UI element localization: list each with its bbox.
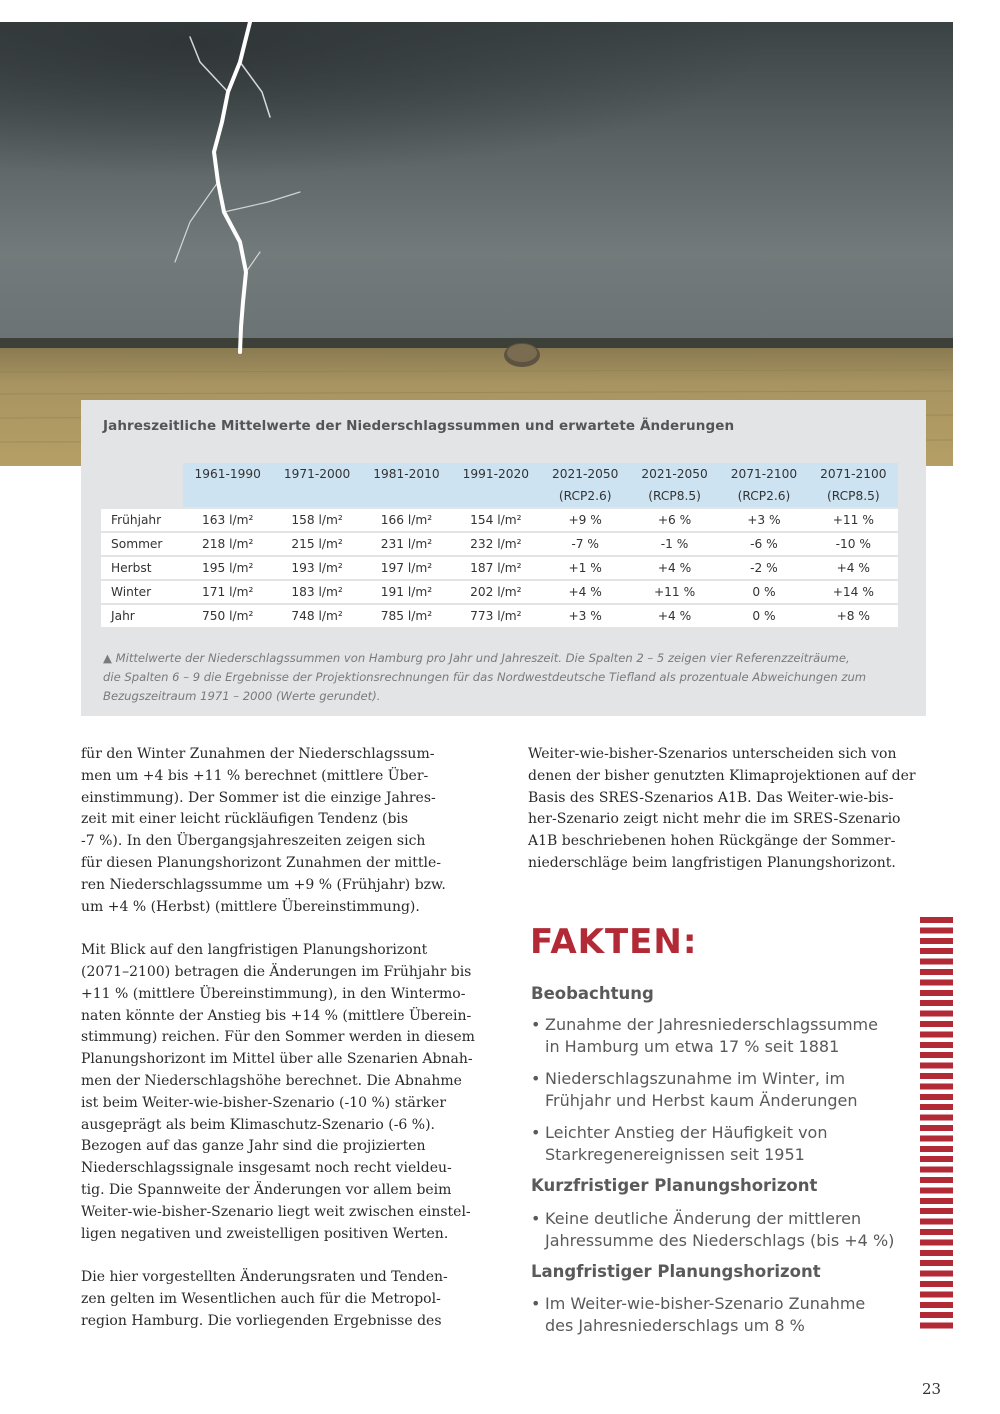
- bullet-text: Im Weiter-wie-bisher-Szenario Zunahme: [545, 1294, 866, 1313]
- bullet-icon: •: [531, 1015, 541, 1034]
- table-cell: +4 %: [630, 603, 719, 627]
- text-line: um +4 % (Herbst) (mittlere Übereinstimmung).: [81, 898, 420, 915]
- fakten-bullet: [531, 1068, 857, 1112]
- col-subheader: (RCP2.6): [541, 485, 630, 507]
- text-line: her-Szenario zeigt nicht mehr die im SRES-Szenario: [528, 811, 901, 828]
- table-corner: [101, 463, 183, 485]
- row-label: Winter: [101, 579, 183, 603]
- table-cell: 232 l/m²: [451, 531, 540, 555]
- fakten-bullet: [531, 1293, 865, 1337]
- fakten-heading-langfristig: Langfristiger Planungshorizont: [531, 1262, 821, 1281]
- table-cell: 202 l/m²: [451, 579, 540, 603]
- text-line: Weiter-wie-bisher-Szenarios unterscheiden sich von: [528, 746, 897, 762]
- table-cell: 154 l/m²: [451, 507, 540, 531]
- text-line: men der Niederschlagshöhe berechnet. Die Abnahme: [81, 1072, 462, 1089]
- paragraph-gap: [81, 1245, 475, 1267]
- table-cell: 785 l/m²: [362, 603, 451, 627]
- table-corner: [101, 485, 183, 507]
- body-column-left: [81, 744, 475, 1333]
- table-cell: 193 l/m²: [272, 555, 361, 579]
- fakten-bullet: [531, 1122, 827, 1166]
- bullet-icon: •: [531, 1123, 541, 1142]
- bullet-text: Niederschlagszunahme im Winter, im: [545, 1069, 846, 1088]
- bullet-text: des Jahresniederschlags um 8 %: [545, 1316, 805, 1335]
- bullet-icon: •: [531, 1294, 541, 1313]
- text-line: denen der bisher genutzten Klimaprojektionen auf der: [528, 767, 916, 784]
- body-column-right: [528, 744, 916, 875]
- col-header: 1991-2020: [451, 463, 540, 485]
- bullet-text: Leichter Anstieg der Häufigkeit von: [545, 1123, 828, 1142]
- text-line: niederschläge beim langfristigen Planungshorizont.: [528, 854, 896, 871]
- text-line: naten könnte der Anstieg bis +14 % (mittlere Überein-: [81, 1007, 472, 1024]
- col-subheader: [183, 485, 272, 507]
- table-cell: +1 %: [541, 555, 630, 579]
- text-line: (2071–2100) betragen die Änderungen im Frühjahr bis: [81, 963, 472, 980]
- table-cell: 218 l/m²: [183, 531, 272, 555]
- text-line: Bezogen auf das ganze Jahr sind die projizierten: [81, 1138, 426, 1155]
- col-subheader: (RCP8.5): [630, 485, 719, 507]
- table-cell: -6 %: [719, 531, 808, 555]
- fakten-heading-kurzfristig: Kurzfristiger Planungshorizont: [531, 1176, 818, 1195]
- bullet-text: Starkregenereignissen seit 1951: [545, 1145, 805, 1164]
- table-cell: +11 %: [630, 579, 719, 603]
- table-cell: +4 %: [541, 579, 630, 603]
- caption-line: die Spalten 6 – 9 die Ergebnisse der Projektionsrechnungen für das Nordwestdeutsche Tiefland als prozentuale Abweichungen zum: [103, 670, 867, 684]
- table-cell: 750 l/m²: [183, 603, 272, 627]
- table-row: [101, 579, 898, 603]
- table-cell: 163 l/m²: [183, 507, 272, 531]
- text-line: Basis des SRES-Szenarios A1B. Das Weiter-wie-bis-: [528, 789, 894, 806]
- col-header: 2021-2050: [541, 463, 630, 485]
- table-cell: 0 %: [719, 603, 808, 627]
- table-cell: +6 %: [630, 507, 719, 531]
- bullet-text: in Hamburg um etwa 17 % seit 1881: [545, 1037, 840, 1056]
- text-line: Mit Blick auf den langfristigen Planungshorizont: [81, 942, 428, 959]
- col-subheader: [451, 485, 540, 507]
- table-cell: 215 l/m²: [272, 531, 361, 555]
- table-row: [101, 531, 898, 555]
- table-cell: 195 l/m²: [183, 555, 272, 579]
- table-cell: +4 %: [809, 555, 898, 579]
- col-header: 1981-2010: [362, 463, 451, 485]
- table-cell: 158 l/m²: [272, 507, 361, 531]
- table-row: [101, 507, 898, 531]
- col-header: 2071-2100: [719, 463, 808, 485]
- text-line: für den Winter Zunahmen der Niederschlagssum-: [81, 746, 435, 762]
- table-cell: -7 %: [541, 531, 630, 555]
- table-cell: +14 %: [809, 579, 898, 603]
- text-line: zen gelten im Wesentlichen auch für die Metropol-: [81, 1290, 441, 1307]
- col-subheader: (RCP2.6): [719, 485, 808, 507]
- paragraph-gap: [81, 918, 475, 940]
- text-line: ist beim Weiter-wie-bisher-Szenario (-10 %) stärker: [81, 1094, 447, 1111]
- table-cell: +9 %: [541, 507, 630, 531]
- col-subheader: [362, 485, 451, 507]
- text-line: ausgeprägt als beim Klimaschutz-Szenario (-6 %).: [81, 1116, 435, 1133]
- table-cell: 773 l/m²: [451, 603, 540, 627]
- table-cell: 166 l/m²: [362, 507, 451, 531]
- row-label: Herbst: [101, 555, 183, 579]
- table-cell: 191 l/m²: [362, 579, 451, 603]
- col-subheader: [272, 485, 361, 507]
- decorative-stripes: [920, 917, 953, 1333]
- text-line: stimmung) reichen. Für den Sommer werden in diesem: [81, 1029, 475, 1046]
- bullet-icon: •: [531, 1069, 541, 1088]
- text-line: +11 % (mittlere Übereinstimmung), in den Wintermo-: [81, 985, 466, 1002]
- precipitation-table: [101, 463, 898, 627]
- table-cell: 187 l/m²: [451, 555, 540, 579]
- text-line: men um +4 bis +11 % berechnet (mittlere Über-: [81, 767, 429, 784]
- bullet-text: Jahressumme des Niederschlags (bis +4 %): [545, 1231, 895, 1250]
- text-line: -7 %). In den Übergangsjahreszeiten zeigen sich: [81, 833, 426, 850]
- col-subheader: (RCP8.5): [809, 485, 898, 507]
- page-number: 23: [922, 1380, 942, 1398]
- table-cell: 183 l/m²: [272, 579, 361, 603]
- table-cell: 171 l/m²: [183, 579, 272, 603]
- text-line: tig. Die Spannweite der Änderungen vor allem beim: [81, 1181, 452, 1198]
- table-header-row: [101, 463, 898, 485]
- text-line: ligen negativen und zweistelligen positiven Werten.: [81, 1225, 449, 1242]
- table-row: [101, 603, 898, 627]
- bullet-icon: •: [531, 1209, 541, 1228]
- table-caption: [103, 649, 913, 706]
- bullet-text: Zunahme der Jahresniederschlagssumme: [545, 1015, 878, 1034]
- table-title: Jahreszeitliche Mittelwerte der Niederschlagssummen und erwartete Änderungen: [103, 418, 735, 434]
- col-header: 2071-2100: [809, 463, 898, 485]
- fakten-bullet: [531, 1014, 878, 1058]
- row-label: Frühjahr: [101, 507, 183, 531]
- table-cell: +8 %: [809, 603, 898, 627]
- bullet-text: Frühjahr und Herbst kaum Änderungen: [545, 1091, 858, 1110]
- text-line: Die hier vorgestellten Änderungsraten und Tenden-: [81, 1269, 448, 1286]
- table-cell: 748 l/m²: [272, 603, 361, 627]
- table-cell: 231 l/m²: [362, 531, 451, 555]
- text-line: ren Niederschlagssumme um +9 % (Frühjahr) bzw.: [81, 876, 446, 893]
- text-line: für diesen Planungshorizont Zunahmen der mittle-: [81, 854, 441, 871]
- bullet-text: Keine deutliche Änderung der mittleren: [545, 1209, 862, 1228]
- row-label: Jahr: [101, 603, 183, 627]
- table-cell: -1 %: [630, 531, 719, 555]
- table-row: [101, 555, 898, 579]
- text-line: Weiter-wie-bisher-Szenario liegt weit zwischen einstel-: [81, 1203, 471, 1220]
- text-line: Planungshorizont im Mittel über alle Szenarien Abnah-: [81, 1051, 473, 1068]
- text-line: einstimmung). Der Sommer ist die einzige Jahres-: [81, 789, 436, 806]
- table-cell: +4 %: [630, 555, 719, 579]
- text-line: A1B beschriebenen hohen Rückgänge der Sommer-: [528, 833, 896, 850]
- text-line: region Hamburg. Die vorliegenden Ergebnisse des: [81, 1312, 442, 1329]
- fakten-bullet: [531, 1208, 894, 1252]
- text-line: zeit mit einer leicht rückläufigen Tendenz (bis: [81, 811, 409, 828]
- table-cell: +3 %: [541, 603, 630, 627]
- fakten-title: FAKTEN:: [530, 922, 698, 962]
- table-subheader-row: [101, 485, 898, 507]
- caption-line: Bezugszeitraum 1971 – 2000 (Werte gerundet).: [103, 689, 381, 703]
- col-header: 1971-2000: [272, 463, 361, 485]
- caption-line: ▲ Mittelwerte der Niederschlagssummen von Hamburg pro Jahr und Jahreszeit. Die Spalten 2 – 5 zeigen vier Referenzzeiträume,: [103, 651, 850, 665]
- precipitation-table-box: [81, 400, 926, 716]
- col-header: 2021-2050: [630, 463, 719, 485]
- row-label: Sommer: [101, 531, 183, 555]
- table-cell: -2 %: [719, 555, 808, 579]
- table-cell: +3 %: [719, 507, 808, 531]
- col-header: 1961-1990: [183, 463, 272, 485]
- fakten-heading-beobachtung: Beobachtung: [531, 984, 654, 1003]
- table-cell: 197 l/m²: [362, 555, 451, 579]
- text-line: Niederschlagssignale insgesamt noch recht vieldeu-: [81, 1160, 452, 1177]
- table-cell: -10 %: [809, 531, 898, 555]
- table-cell: 0 %: [719, 579, 808, 603]
- table-cell: +11 %: [809, 507, 898, 531]
